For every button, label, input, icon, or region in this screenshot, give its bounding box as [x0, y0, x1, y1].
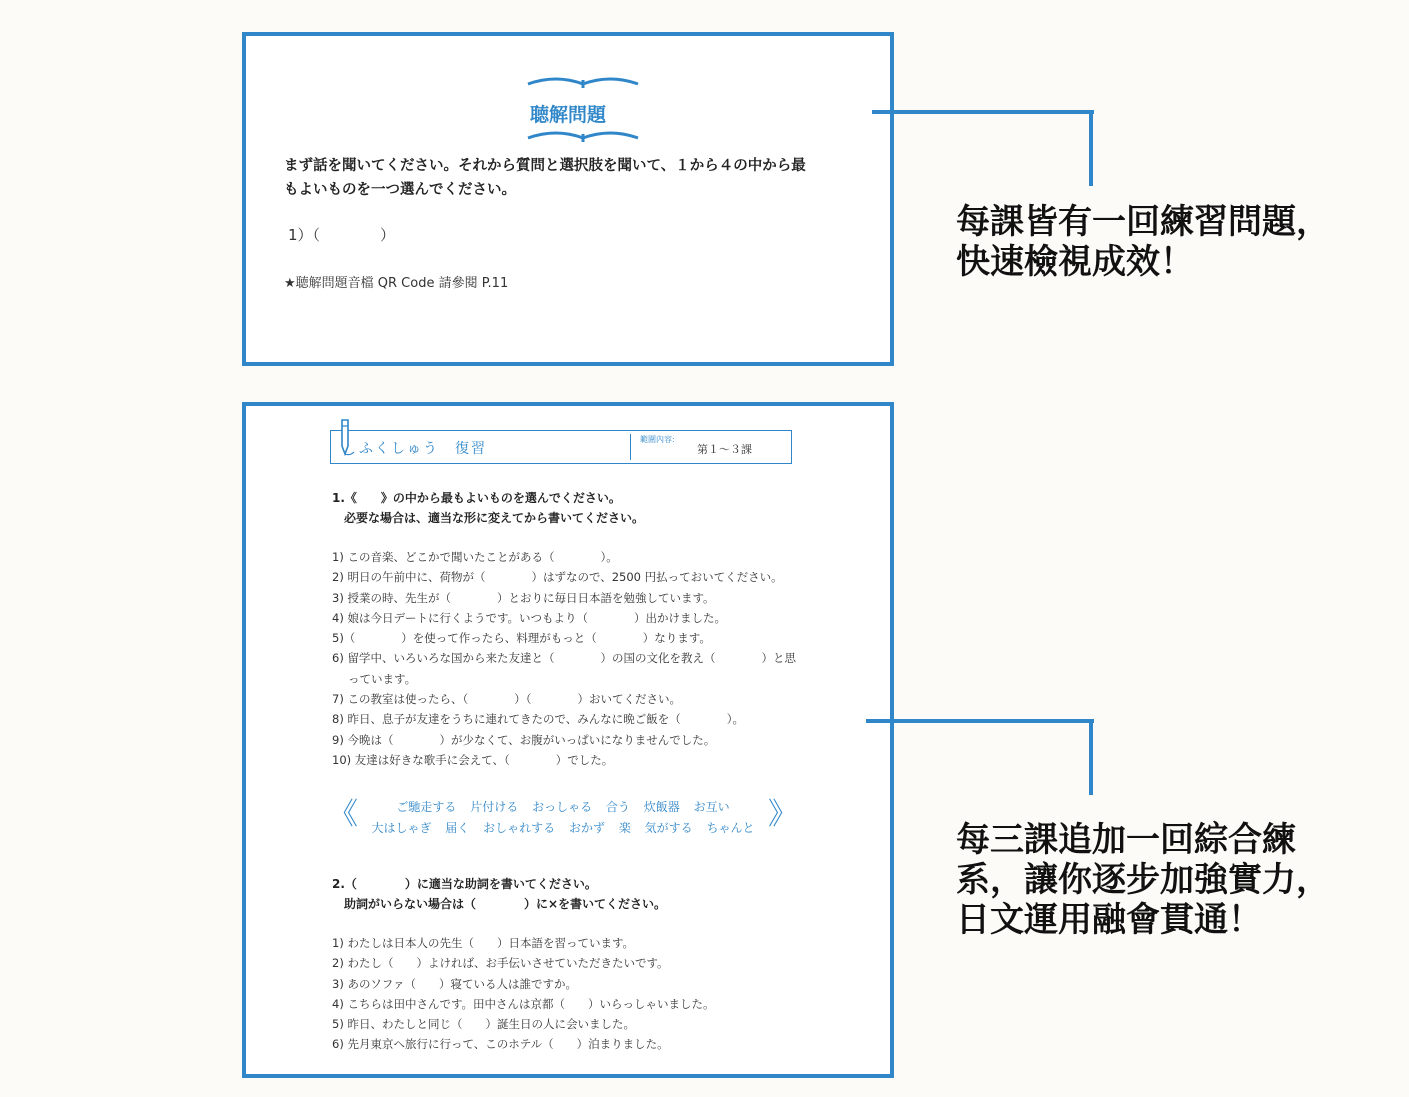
question-line: 4) 娘は今日デートに行くようです。いつもより（ ）出かけました。 — [332, 610, 727, 625]
listening-instruction — [284, 154, 864, 202]
question-line: 3) あのソファ（ ）寝ている人は誰ですか。 — [332, 976, 577, 991]
word-choice: 届く — [445, 821, 470, 835]
caption-line: 日文運用融會貫通！ — [956, 900, 1262, 940]
caption-line: 快速檢視成效！ — [956, 242, 1194, 282]
word-choice: ちゃんと — [706, 821, 755, 835]
section2-questions — [332, 933, 802, 1055]
word-choice: 合う — [605, 800, 630, 814]
caption-line: 每課皆有一回練習問題， — [956, 202, 1330, 242]
question-line: 6) 先月東京へ旅行に行って、このホテル（ ）泊まりました。 — [332, 1037, 669, 1052]
word-row — [328, 798, 798, 815]
word-choice: ご馳走する — [396, 800, 457, 814]
connector-line — [872, 110, 1094, 114]
section-title-line: 助詞がいらない場合は（ ）に×を書いてください。 — [344, 897, 667, 911]
caption-line: 系，讓你逐步加強實力， — [956, 860, 1330, 900]
section-title-line: 2.（ ）に適当な助詞を書いてください。 — [332, 877, 597, 891]
word-choice-box — [328, 794, 798, 842]
question-line: 3) 授業の時、先生が（ ）とおりに毎日日本語を勉強しています。 — [332, 590, 715, 605]
range-value: 第１～３課 — [697, 443, 752, 456]
pencil-icon — [336, 418, 358, 458]
review-worksheet-panel — [242, 402, 894, 1078]
instruction-line: もよいものを一つ選んでください。 — [284, 182, 516, 198]
connector-line — [1089, 719, 1093, 795]
word-choice: 炊飯器 — [643, 800, 680, 814]
connector-line — [1089, 110, 1093, 186]
review-title: ふくしゅう 復習 — [359, 441, 487, 457]
question-line: 2) 明日の午前中に、荷物が（ ）はずなので、2500 円払っておいてください。 — [332, 570, 783, 585]
word-choice: おっしゃる — [532, 800, 593, 814]
word-choice: 片付ける — [470, 800, 519, 814]
range-label: 範圍內容: — [640, 435, 675, 444]
caption-line: 每三課追加一回綜合練 — [956, 820, 1296, 860]
question-line: 5) 昨日、わたしと同じ（ ）誕生日の人に会いました。 — [332, 1017, 635, 1032]
question-line: 4) こちらは田中さんです。田中さんは京都（ ）いらっしゃいました。 — [332, 996, 715, 1011]
question-line: 5)（ ）を使って作ったら、料理がもっと（ ）なります。 — [332, 631, 711, 646]
caption-practice — [956, 202, 1330, 282]
word-choice: 気がする — [644, 821, 693, 835]
word-choice: お互い — [693, 800, 730, 814]
question-line: 2) わたし（ ）よければ、お手伝いさせていただきたいです。 — [332, 956, 669, 971]
right-bracket: 》 — [768, 797, 798, 832]
question-line: 7) この教室は使ったら、（ ）（ ）おいてください。 — [332, 692, 681, 707]
listening-practice-panel — [242, 32, 894, 366]
section-title-line: 1.《 》の中から最もよいものを選んでください。 — [332, 491, 621, 505]
qr-code-note: ★聴解問題音檔 QR Code 請參閱 P.11 — [284, 276, 509, 291]
section2-title — [332, 874, 666, 914]
listening-title: 聴解問題 — [529, 104, 606, 126]
review-header — [330, 430, 792, 464]
caption-review — [956, 820, 1330, 940]
header-divider — [630, 434, 631, 460]
question-line: 6) 留学中、いろいろな国から来た友達と（ ）の国の文化を教え（ ）と思 — [332, 651, 796, 666]
section1-questions — [332, 547, 802, 770]
listening-question: 1）（ ） — [288, 226, 396, 244]
word-choice: 楽 — [618, 821, 631, 835]
left-bracket: 《 — [328, 797, 358, 832]
word-choice: 大はしゃぎ — [371, 821, 432, 835]
question-line: 10) 友達は好きな歌手に会えて、（ ）でした。 — [332, 752, 614, 767]
question-line: 1) この音楽、どこかで聞いたことがある（ ）。 — [332, 550, 618, 564]
word-choice: おしゃれする — [483, 821, 556, 835]
word-choice: おかず — [568, 821, 605, 835]
instruction-line: まず話を聞いてください。それから質問と選択肢を聞いて、１から４の中から最 — [284, 158, 806, 174]
section1-title — [332, 488, 644, 528]
word-row — [328, 819, 798, 836]
section-title-line: 必要な場合は、適当な形に変えてから書いてください。 — [344, 511, 645, 525]
question-line: 1) わたしは日本人の先生（ ）日本語を習っています。 — [332, 936, 635, 950]
question-line: っています。 — [348, 671, 417, 686]
question-line: 8) 昨日、息子が友達をうちに連れてきたので、みんなに晩ご飯を（ ）。 — [332, 712, 744, 727]
question-line: 9) 今晩は（ ）が少なくて、お腹がいっぱいになりませんでした。 — [332, 732, 716, 747]
connector-line — [866, 719, 1094, 723]
